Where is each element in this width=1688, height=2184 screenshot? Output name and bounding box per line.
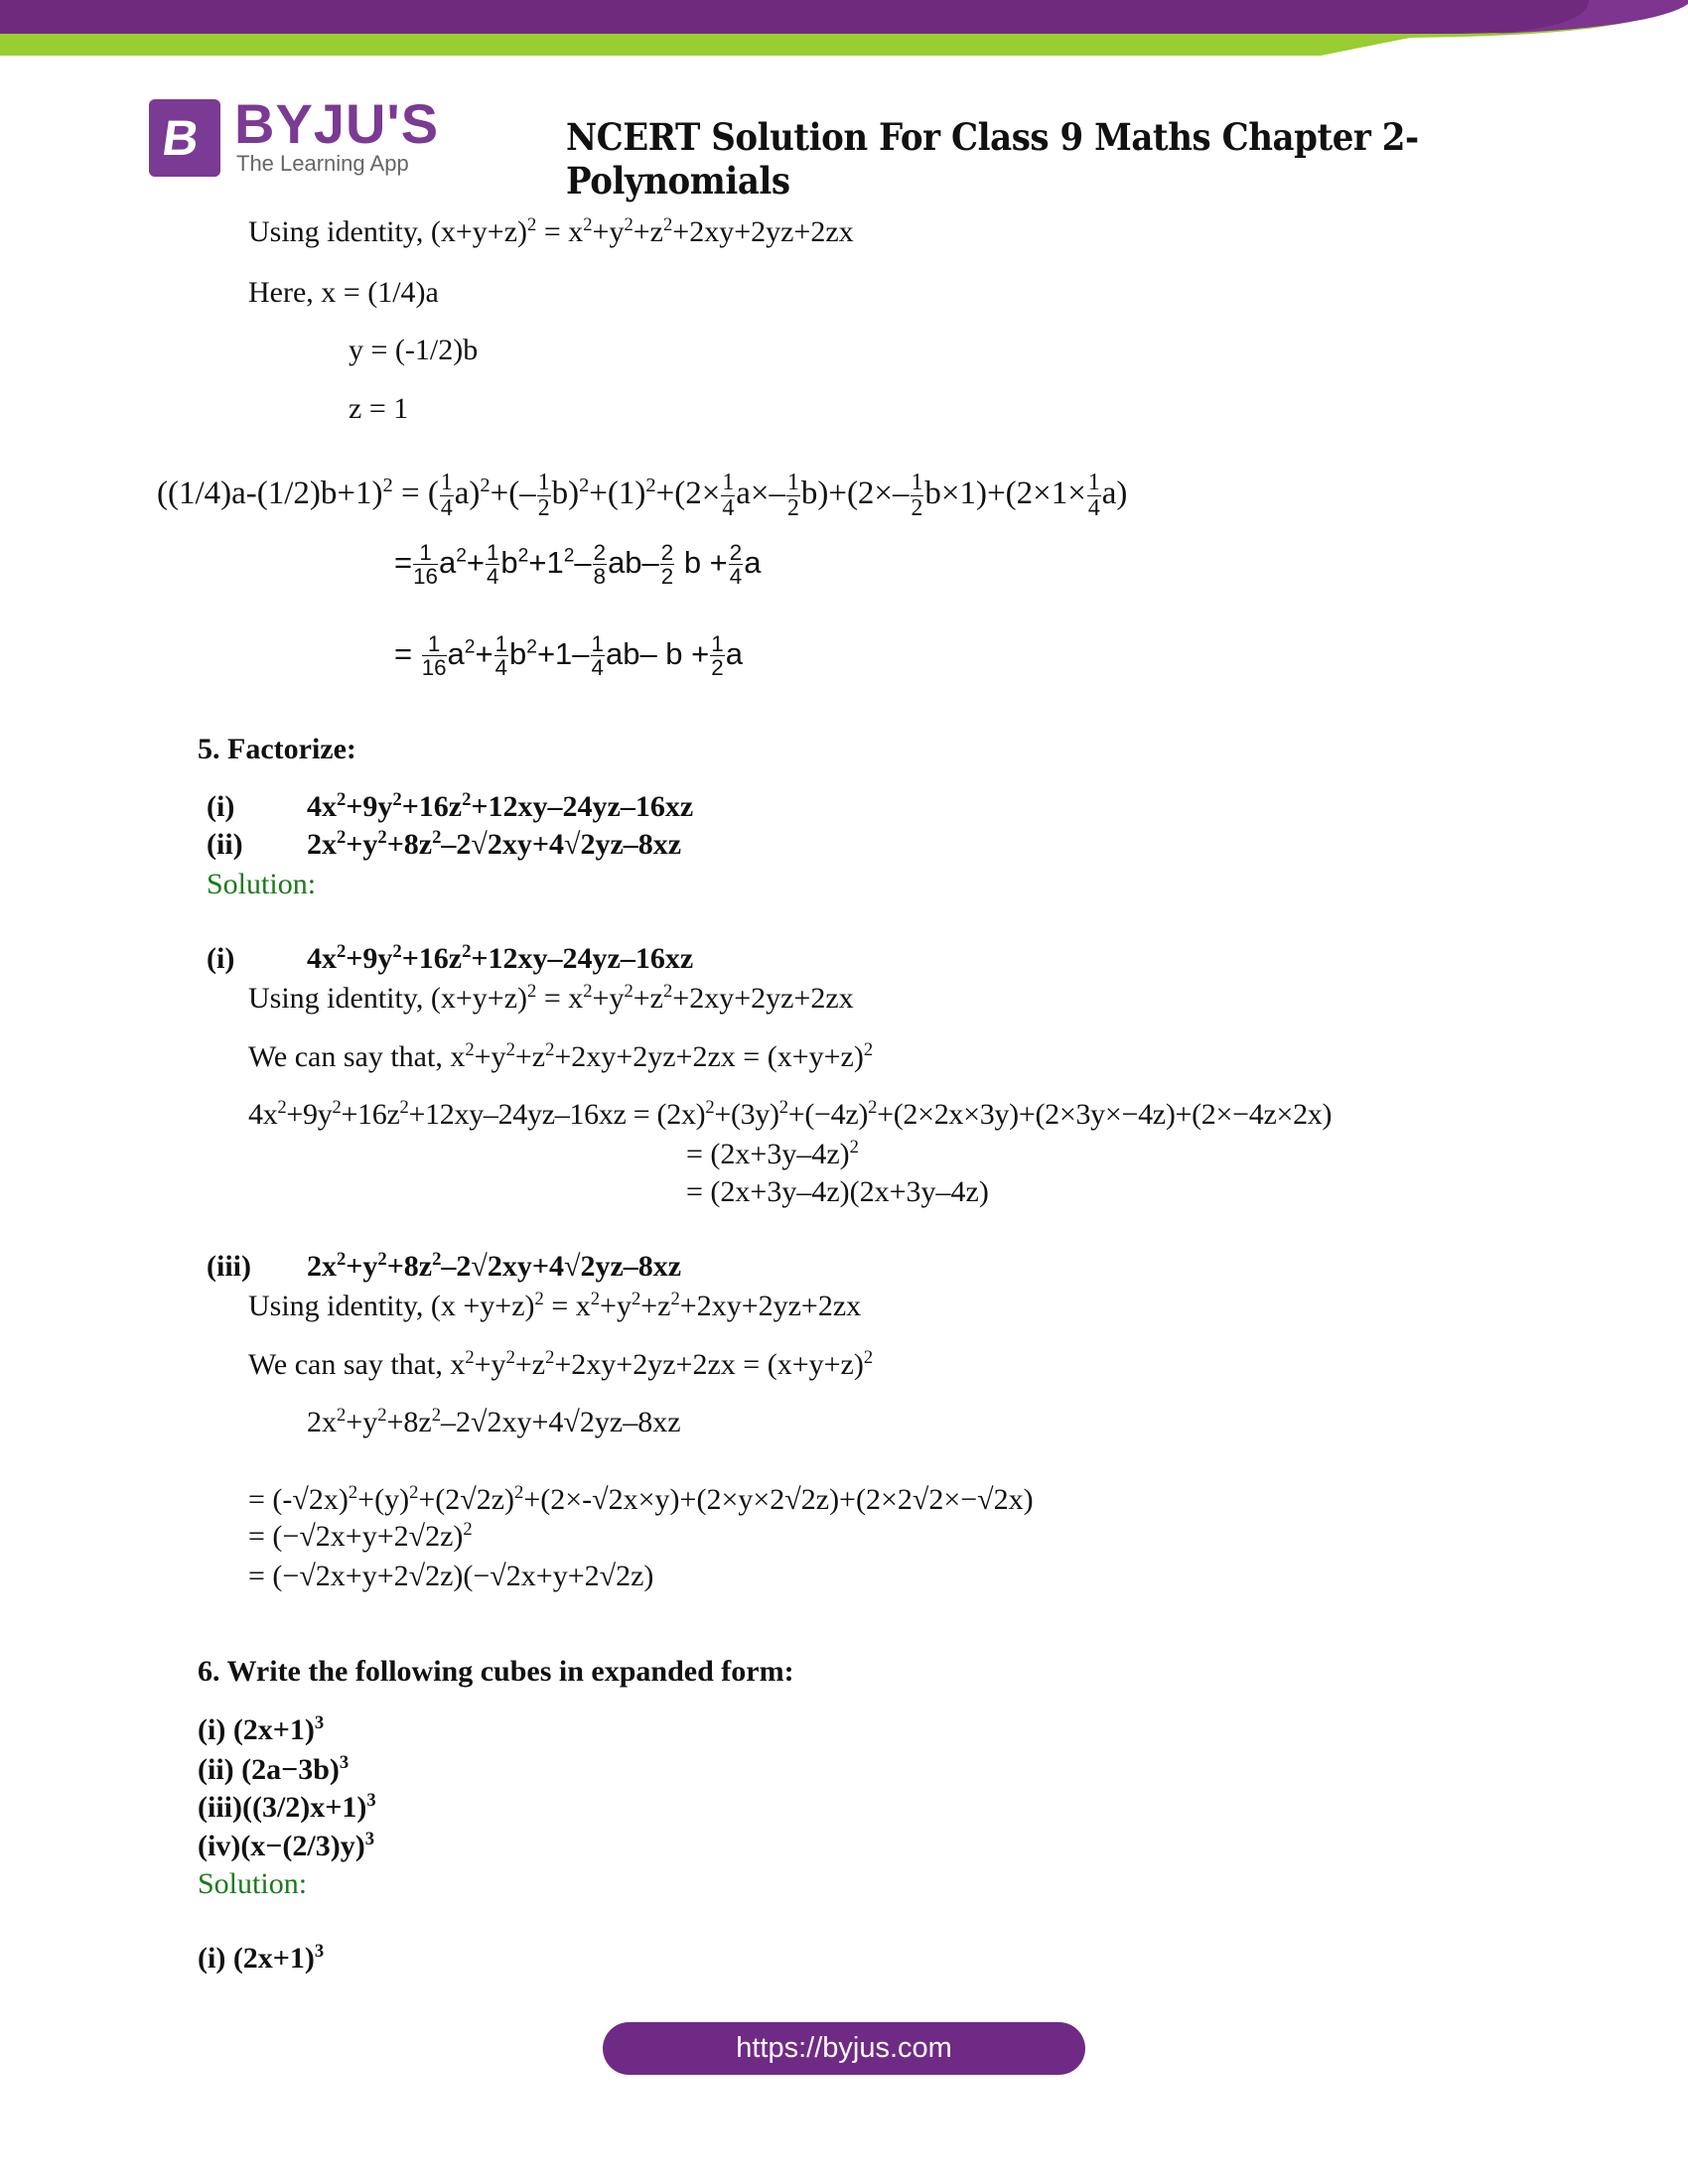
page-title: NCERT Solution For Class 9 Maths Chapter 2- Polynomials	[566, 115, 1419, 203]
numerator: 1	[537, 470, 550, 495]
superscript: 2	[465, 1038, 475, 1060]
superscript: 2	[465, 1346, 475, 1368]
superscript: 2	[868, 1096, 878, 1118]
text-run: (ii)	[207, 828, 243, 861]
q5-sol-iii-label	[207, 1249, 251, 1285]
text-run: +z	[633, 982, 663, 1015]
text-run: +y	[474, 1348, 506, 1381]
text-run: +2xy+2yz+2zx	[672, 982, 854, 1015]
superscript: 3	[314, 1940, 325, 1962]
q5-sol-i-step-1	[248, 1097, 1332, 1133]
logo-icon	[149, 99, 220, 177]
superscript: 2	[505, 1346, 515, 1368]
text-run: b +	[675, 545, 728, 581]
text-run: +y	[592, 982, 625, 1015]
superscript: 2	[778, 1096, 788, 1118]
q5-part-i-label	[207, 789, 234, 825]
text-run: +12xy–24yz–16xz	[471, 942, 694, 975]
text-run: +16z	[401, 942, 463, 975]
text-run: +y	[346, 1250, 378, 1283]
text-run: ((1/4)a-(1/2)b+1)	[157, 476, 383, 512]
header-banner	[0, 0, 1688, 60]
text-run: +2xy+2yz+2zx	[672, 215, 854, 248]
text-run: +z	[514, 1348, 546, 1381]
superscript: 2	[526, 636, 537, 658]
question-6-heading	[198, 1654, 794, 1690]
denominator: 4	[486, 564, 499, 590]
text-run: +(2√2z)	[418, 1483, 515, 1516]
q5-solution-label	[207, 867, 316, 902]
text-run: Using identity, (x+y+z)	[248, 982, 528, 1015]
text-run: a×–	[736, 476, 785, 512]
superscript: 2	[545, 1038, 555, 1060]
text-run: b×1)+(2×1×	[924, 476, 1086, 512]
q5-sol-i-identity	[248, 981, 854, 1017]
superscript: 2	[662, 980, 673, 1002]
numerator: 1	[1087, 470, 1100, 495]
here-x-line	[248, 275, 439, 311]
text-run: = (-√2x)	[248, 1483, 349, 1516]
q5-sol-iii-identity	[248, 1289, 861, 1324]
text-run: b)	[551, 476, 580, 512]
fraction	[911, 471, 924, 521]
text-run: +1	[528, 545, 564, 581]
text-run: (i) (2x+1)	[198, 1942, 315, 1975]
fraction	[660, 541, 674, 589]
text-run: a)	[454, 476, 481, 512]
here-y-line	[349, 333, 478, 368]
superscript: 2	[337, 826, 347, 848]
fraction	[591, 632, 605, 680]
text-run: +(2×-√2x×y)+(2×y×2√2z)+(2×2√2×−√2x)	[523, 1483, 1034, 1516]
text-run: +(−4z)	[787, 1098, 869, 1131]
text-run: +z	[640, 1290, 671, 1322]
byjus-logo	[149, 92, 440, 181]
logo-letter: B	[159, 110, 204, 166]
text-run: +2xy+2yz+2zx	[679, 1290, 862, 1322]
q6-sol-i-label	[198, 1941, 324, 1977]
text-run: (i)	[207, 790, 235, 823]
text-run: +	[466, 545, 485, 581]
fraction	[486, 541, 499, 589]
superscript: 2	[399, 1096, 409, 1118]
superscript: 2	[382, 474, 393, 496]
text-run: +(y)	[357, 1483, 410, 1516]
numerator: 1	[591, 631, 604, 656]
denominator: 4	[440, 494, 453, 521]
superscript: 2	[337, 940, 347, 962]
superscript: 2	[432, 826, 442, 848]
text-run: b	[509, 636, 527, 672]
text-run: +2xy+2yz+2zx = (x+y+z)	[554, 1348, 864, 1381]
denominator: 4	[591, 655, 604, 681]
text-run: +y	[346, 1406, 378, 1438]
denominator: 2	[911, 494, 923, 521]
text-run: +(2×2x×3y)+(2×3y×−4z)+(2×−4z×2x)	[877, 1098, 1333, 1131]
text-run: b	[500, 545, 518, 581]
numerator: 1	[440, 470, 453, 495]
superscript: 2	[431, 1404, 442, 1426]
text-run: a	[744, 545, 762, 581]
fraction	[440, 471, 454, 521]
text-run: = x	[536, 215, 584, 248]
superscript: 2	[863, 1346, 874, 1368]
denominator: 2	[786, 494, 799, 521]
q6-solution-label	[198, 1866, 307, 1902]
superscript: 2	[517, 545, 529, 567]
fraction	[786, 471, 800, 521]
superscript: 2	[462, 940, 472, 962]
superscript: 2	[377, 826, 387, 848]
superscript: 3	[366, 1789, 376, 1811]
text-run: Solution:	[207, 868, 317, 900]
denominator: 2	[537, 494, 550, 521]
fraction	[710, 632, 724, 680]
text-run: Using identity, (x +y+z)	[248, 1290, 535, 1322]
q5-sol-i-step-3	[686, 1174, 989, 1210]
text-run: 2x	[307, 828, 337, 861]
numerator: 1	[911, 470, 923, 495]
superscript: 2	[662, 213, 673, 235]
q5-sol-i-label	[207, 941, 234, 977]
superscript: 2	[337, 1404, 347, 1426]
expansion-line-3	[394, 632, 743, 680]
text-run: =	[394, 545, 413, 581]
superscript: 2	[527, 213, 537, 235]
q5-part-ii-label	[207, 827, 243, 863]
q6-part-iv	[198, 1829, 374, 1864]
superscript: 2	[849, 1136, 859, 1158]
text-run: (iii)((3/2)x+1)	[198, 1791, 367, 1824]
text-run: –	[574, 545, 592, 581]
fraction	[1087, 471, 1101, 521]
text-run: –2√2xy+4√2yz–8xz	[441, 1406, 681, 1438]
numerator: 1	[786, 470, 799, 495]
text-run: =	[394, 636, 421, 672]
superscript: 2	[590, 1288, 601, 1309]
superscript: 2	[348, 1481, 358, 1503]
superscript: 2	[527, 980, 537, 1002]
denominator: 16	[413, 564, 438, 590]
superscript: 2	[505, 1038, 515, 1060]
text-run: a	[725, 636, 743, 672]
superscript: 2	[563, 545, 575, 567]
text-run: ab– b +	[605, 636, 710, 672]
superscript: 2	[432, 1248, 442, 1270]
superscript: 2	[583, 980, 593, 1002]
text-run: = (−√2x+y+2√2z)(−√2x+y+2√2z)	[248, 1560, 654, 1592]
q5-sol-i-step-2	[686, 1137, 859, 1172]
denominator: 16	[421, 655, 447, 681]
text-run: +9y	[286, 1098, 333, 1131]
superscript: 2	[670, 1288, 680, 1309]
expansion-line-1	[157, 471, 1127, 521]
text-run: +(3y)	[714, 1098, 779, 1131]
text-run: 4x	[307, 790, 337, 823]
question-5-heading	[198, 732, 356, 767]
q5-sol-iii-step-3	[248, 1559, 653, 1594]
superscript: 2	[462, 788, 472, 810]
text-run: +2xy+2yz+2zx = (x+y+z)	[554, 1040, 864, 1073]
superscript: 3	[364, 1828, 375, 1849]
superscript: 2	[579, 474, 590, 496]
superscript: 2	[332, 1096, 342, 1118]
text-run: 4x	[248, 1098, 278, 1131]
text-run: –2√2xy+4√2yz–8xz	[441, 1250, 682, 1283]
numerator: 1	[413, 541, 438, 565]
superscript: 2	[705, 1096, 715, 1118]
text-run: We can say that, x	[248, 1348, 466, 1381]
superscript: 2	[545, 1346, 555, 1368]
logo-brand: BYJU'S	[234, 92, 440, 155]
superscript: 2	[463, 1518, 473, 1540]
text-run: = x	[543, 1290, 591, 1322]
fraction	[413, 541, 438, 589]
numerator: 1	[494, 631, 508, 656]
text-run: +8z	[386, 1406, 432, 1438]
text-run: (i)	[207, 942, 235, 975]
text-run: Using identity, (x+y+z)	[248, 215, 528, 248]
superscript: 2	[409, 1481, 419, 1503]
numerator: 1	[486, 540, 499, 565]
text-run: z = 1	[349, 392, 409, 425]
text-run: ab–	[608, 545, 659, 581]
q5-sol-iii-say	[248, 1347, 873, 1383]
numerator: 1	[422, 632, 447, 656]
numerator: 2	[593, 540, 607, 565]
q5-sol-iii-step-2	[248, 1519, 473, 1555]
q5-sol-iii-given	[307, 1405, 681, 1440]
denominator: 2	[660, 564, 674, 590]
website-link[interactable]: https://byjus.com	[603, 2022, 1085, 2075]
text-run: 4x	[307, 942, 337, 975]
q5-sol-iii-step-1	[248, 1482, 1034, 1518]
q6-part-ii	[198, 1752, 349, 1788]
q5-part-ii-expr	[307, 827, 681, 863]
text-run: = (2x+3y–4z)	[686, 1138, 850, 1170]
superscript: 2	[337, 788, 347, 810]
q5-sol-i-expr	[307, 941, 693, 977]
text-run: (iii)	[207, 1250, 251, 1283]
numerator: 1	[722, 470, 735, 495]
superscript: 2	[392, 940, 402, 962]
text-run: Solution:	[198, 1867, 308, 1900]
text-run: (ii) (2a−3b)	[198, 1753, 340, 1786]
q5-sol-i-say	[248, 1039, 873, 1075]
text-run: +y	[600, 1290, 632, 1322]
numerator: 2	[729, 540, 743, 565]
superscript: 2	[624, 213, 633, 235]
denominator: 8	[593, 564, 607, 590]
text-run: +9y	[346, 942, 393, 975]
text-run: a	[438, 545, 457, 581]
fraction	[729, 541, 743, 589]
text-run: +(2×	[655, 476, 721, 512]
superscript: 2	[392, 788, 402, 810]
text-run: +12xy–24yz–16xz	[471, 790, 694, 823]
text-run: = (	[392, 476, 439, 512]
q6-part-i	[198, 1712, 324, 1748]
text-run: +y	[474, 1040, 506, 1073]
superscript: 2	[624, 980, 633, 1002]
text-run: b)+(2×–	[800, 476, 910, 512]
text-run: +8z	[386, 828, 433, 861]
text-run: y = (-1/2)b	[349, 334, 479, 366]
text-run: +z	[633, 215, 663, 248]
text-run: +9y	[346, 790, 393, 823]
text-run: +1–	[536, 636, 590, 672]
text-run: a	[447, 636, 465, 672]
text-run: = (2x+3y–4z)(2x+3y–4z)	[686, 1175, 989, 1208]
text-run: 6. Write the following cubes in expanded form:	[198, 1655, 794, 1688]
numerator: 1	[711, 631, 724, 656]
superscript: 2	[337, 1248, 347, 1270]
text-run: 5. Factorize:	[198, 733, 356, 765]
text-run: Here, x = (1/4)a	[248, 276, 439, 309]
text-run: = (−√2x+y+2√2z)	[248, 1520, 464, 1553]
text-run: +y	[592, 215, 625, 248]
fraction	[494, 632, 508, 680]
superscript: 2	[863, 1038, 874, 1060]
superscript: 3	[339, 1751, 350, 1773]
text-run: –2√2xy+4√2yz–8xz	[441, 828, 682, 861]
superscript: 2	[377, 1248, 387, 1270]
text-run: +(1)	[589, 476, 646, 512]
text-run: (i) (2x+1)	[198, 1713, 315, 1746]
text-run: +z	[514, 1040, 546, 1073]
text-run: We can say that, x	[248, 1040, 466, 1073]
text-run: +y	[346, 828, 378, 861]
text-run: (iv)(x−(2/3)y)	[198, 1830, 365, 1862]
text-run: +8z	[386, 1250, 433, 1283]
text-run: a)	[1101, 476, 1128, 512]
superscript: 2	[583, 213, 593, 235]
text-run: +(–	[490, 476, 536, 512]
denominator: 4	[729, 564, 743, 590]
logo-tagline: The Learning App	[236, 151, 409, 176]
denominator: 4	[722, 494, 735, 521]
fraction	[422, 632, 447, 680]
text-run: +12xy–24yz–16xz = (2x)	[408, 1098, 706, 1131]
fraction	[721, 471, 735, 521]
expansion-line-2	[394, 541, 761, 589]
superscript: 2	[631, 1288, 641, 1309]
superscript: 3	[314, 1711, 325, 1733]
superscript: 2	[514, 1481, 524, 1503]
text-run: +16z	[401, 790, 463, 823]
denominator: 4	[1087, 494, 1100, 521]
superscript: 2	[277, 1096, 287, 1118]
superscript: 2	[645, 474, 656, 496]
fraction	[593, 541, 607, 589]
superscript: 2	[456, 545, 467, 567]
q5-sol-iii-expr	[307, 1249, 681, 1285]
q5-part-i-expr	[307, 789, 693, 825]
text-run: +	[475, 636, 493, 672]
q6-part-iii	[198, 1790, 376, 1826]
text-run: 2x	[307, 1250, 337, 1283]
superscript: 2	[534, 1288, 544, 1309]
text-run: +16z	[341, 1098, 400, 1131]
text-run: 2x	[307, 1406, 337, 1438]
denominator: 4	[494, 655, 508, 681]
fraction	[537, 471, 551, 521]
superscript: 2	[464, 636, 476, 658]
identity-line	[248, 214, 854, 250]
superscript: 2	[377, 1404, 387, 1426]
text-run: = x	[536, 982, 584, 1015]
denominator: 2	[711, 655, 724, 681]
numerator: 2	[660, 540, 674, 565]
superscript: 2	[480, 474, 491, 496]
here-z-line	[349, 391, 408, 427]
